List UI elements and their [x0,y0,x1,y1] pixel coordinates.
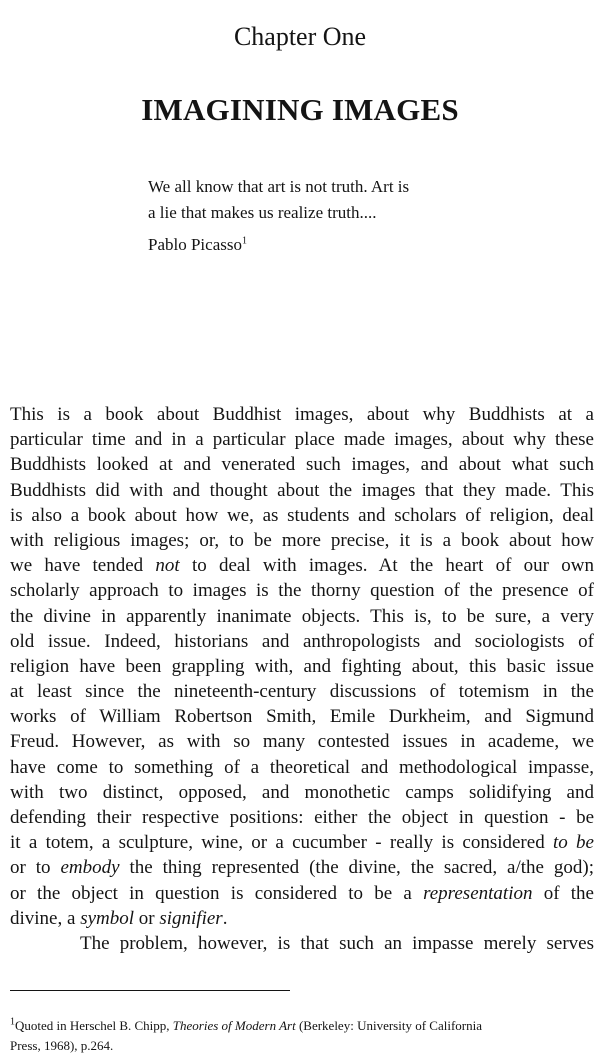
italic-text: representation [423,882,533,904]
footnote [10,1016,594,1056]
text-run: of the [532,882,594,904]
body-line: scholarly approach to images is the thorny question of the presence of [10,580,594,602]
text-run: (Berkeley: University of California [295,1018,482,1033]
chapter-label: Chapter One [233,22,367,51]
text-run: divine, a [10,907,81,929]
footnote-marker: 1 [241,235,247,247]
italic-text: Theories of Modern Art [172,1018,296,1033]
text-run: we have tended [10,555,156,577]
body-line: religion have been grappling with, and fighting about, this basic issue [10,655,594,677]
footnote-number: 1 [10,1016,15,1028]
body-line [10,881,594,906]
body-line: is also a book about how we, as students and scholars of religion, deal [10,504,594,526]
body-line: with religious images; or, to be more precise, it is a book about how [10,529,594,551]
text-run: it a totem, a sculpture, wine, or a cucumber - really is considered [10,832,553,854]
italic-text: not [155,555,180,577]
body-line: old issue. Indeed, historians and anthropologists and sociologists of [10,630,594,652]
body-line: This is a book about Buddhist images, about why Buddhists at a [10,404,594,425]
body-line: Buddhists did with and thought about the images that they made. This [10,479,594,501]
body-line: Buddhists looked at and venerated such images, and about what such [10,454,594,476]
epigraph-attribution [148,232,478,258]
chapter-title: IMAGINING IMAGES [141,92,459,127]
text-run: . [222,907,228,929]
text-run: to deal with images. At the heart of our own [179,555,594,577]
text-run: or the object in question is considered to be a [10,882,424,904]
italic-text: symbol [80,907,135,929]
italic-text: to be [552,832,594,854]
epigraph-line: We all know that art is not truth. Art is [148,177,410,196]
body-line [10,830,594,855]
footnote-divider [10,990,290,991]
text-run: the thing represented (the divine, the sacred, a/the god); [119,857,594,879]
body-line: works of William Robertson Smith, Emile Durkheim, and Sigmund [10,706,594,728]
body-line: have come to something of a theoretical and methodological impasse, [10,756,594,778]
text-run: or to [10,857,61,879]
body-line [10,553,594,578]
epigraph-author: Pablo Picasso [148,235,242,254]
body-line: at least since the nineteenth-century discussions of totemism in the [10,681,594,703]
text-run: or [134,907,160,929]
body-line [10,855,594,880]
body-line: particular time and in a particular place made images, about why these [10,429,594,451]
epigraph [148,174,478,258]
text-run: Quoted in Herschel B. Chipp, [15,1018,173,1033]
body-line: The problem, however, is that such an impasse merely serves [80,932,594,954]
italic-text: embody [60,857,120,879]
italic-text: signifier [159,907,223,929]
footnote-line: Press, 1968), p.264. [10,1038,114,1053]
body-line: defending their respective positions: either the object in question - be [10,807,594,828]
body-line: with two distinct, opposed, and monothetic camps solidifying and [10,781,594,803]
body-line: Freud. However, as with so many contested issues in academe, we [10,731,594,753]
body-line: the divine in apparently inanimate objects. This is, to be sure, a very [10,605,594,627]
footnote-line [10,1016,594,1036]
epigraph-line: a lie that makes us realize truth.... [148,203,377,222]
body-line [10,906,594,931]
body-text [10,402,594,956]
